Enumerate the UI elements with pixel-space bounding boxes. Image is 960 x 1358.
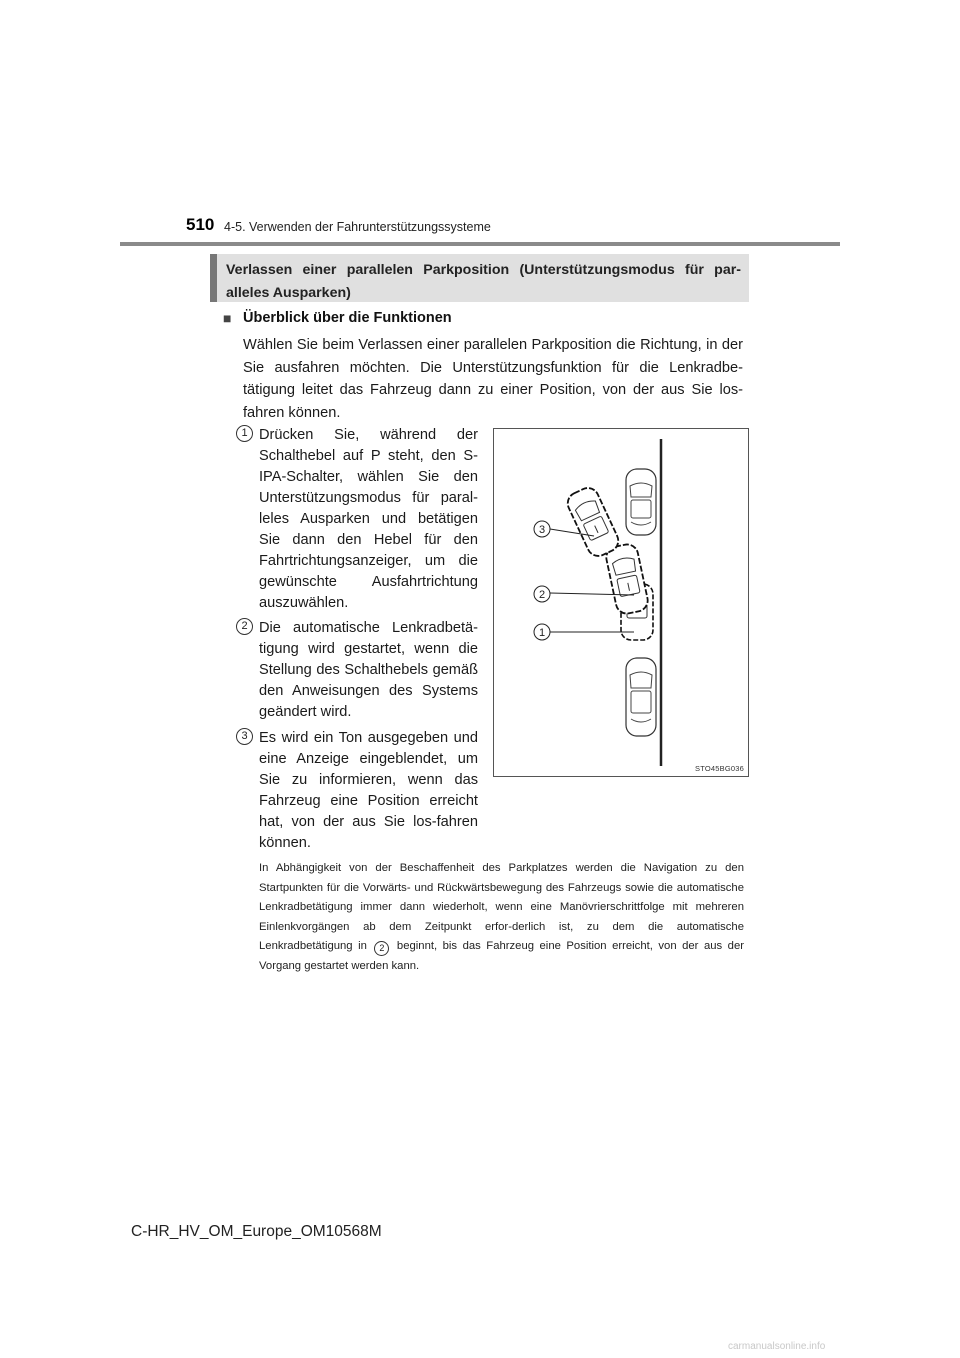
step-text-3: Es wird ein Ton ausgegeben und eine Anzeige eingeblendet, um Sie zu informieren, wenn das Fahrzeug eine Position erreicht hat, von der aus Sie los-fahren können. (259, 730, 478, 851)
note-paragraph (259, 859, 744, 977)
step-number-3: 3 (236, 728, 253, 745)
parking-diagram (493, 428, 749, 777)
step-text-2: Die automatische Lenkradbetä-tigung wird gestartet, wenn die Stellung des Schalthebels gemäß den Anweisungen des Systems geändert wird. (259, 620, 478, 720)
callout-3: 3 (538, 524, 546, 536)
page-number: 510 (186, 215, 215, 234)
moving-car-position-3-icon (564, 484, 622, 559)
step-text-1: Drücken Sie, während der Schalthebel auf P steht, den S-IPA-Schalter, wählen Sie den Unterstützungsmodus für paral-leles Ausparken und betätigen Sie dann den Hebel für den Fahrtrichtungsanzeiger, um die gewünschte Ausfahrtrichtung auszuwählen. (259, 427, 478, 611)
intro-paragraph: Wählen Sie beim Verlassen einer parallelen Parkposition die Richtung, in der Sie ausfahren möchten. Die Unterstützungsfunktion für die Lenkradbe-tätigung leitet das Fahrzeug dann zu einer Position, von der aus Sie los-fahren können. (243, 337, 743, 421)
footer-document-id: C-HR_HV_OM_Europe_OM10568M (131, 1223, 382, 1240)
parked-car-front-icon (626, 469, 656, 535)
step-number-1: 1 (236, 425, 253, 442)
figure-code: STO45BG036 (695, 764, 744, 773)
callout-2: 2 (538, 589, 546, 601)
square-bullet-icon: ■ (223, 310, 232, 326)
header-rule (120, 242, 840, 246)
note-text-end: beginnt, bis das Fahrzeug eine Position erreicht, von der aus der Vorgang gestartet werden kann. (259, 940, 744, 972)
parking-diagram-svg (494, 429, 748, 776)
overview-heading: Überblick über die Funktionen (243, 310, 452, 326)
chapter-title: 4-5. Verwenden der Fahrunterstützungssysteme (224, 220, 491, 234)
callout-1: 1 (538, 627, 546, 639)
moving-car-position-2-icon (604, 542, 649, 615)
section-title: Verlassen einer parallelen Parkposition (Unterstützungsmodus für par-alleles Ausparken) (210, 254, 749, 302)
note-text-start: In Abhängigkeit von der Beschaffenheit des Parkplatzes werden die Navigation zu den Startpunkten für die Vorwärts- und Rückwärtsbewegung des Fahrzeugs sowie die automatische Lenkradbetätigung immer dann wiederholt, wenn eine Manövrierschrittfolge mit mehreren Einlenkvorgängen ab dem Zeitpunkt erfor-derlich ist, zu dem die automatische Lenkradbetätigung in (259, 862, 744, 953)
step-number-2: 2 (236, 618, 253, 635)
watermark: carmanualsonline.info (728, 1341, 826, 1352)
inline-step-ref: 2 (374, 941, 389, 956)
parked-car-rear-icon (626, 658, 656, 736)
